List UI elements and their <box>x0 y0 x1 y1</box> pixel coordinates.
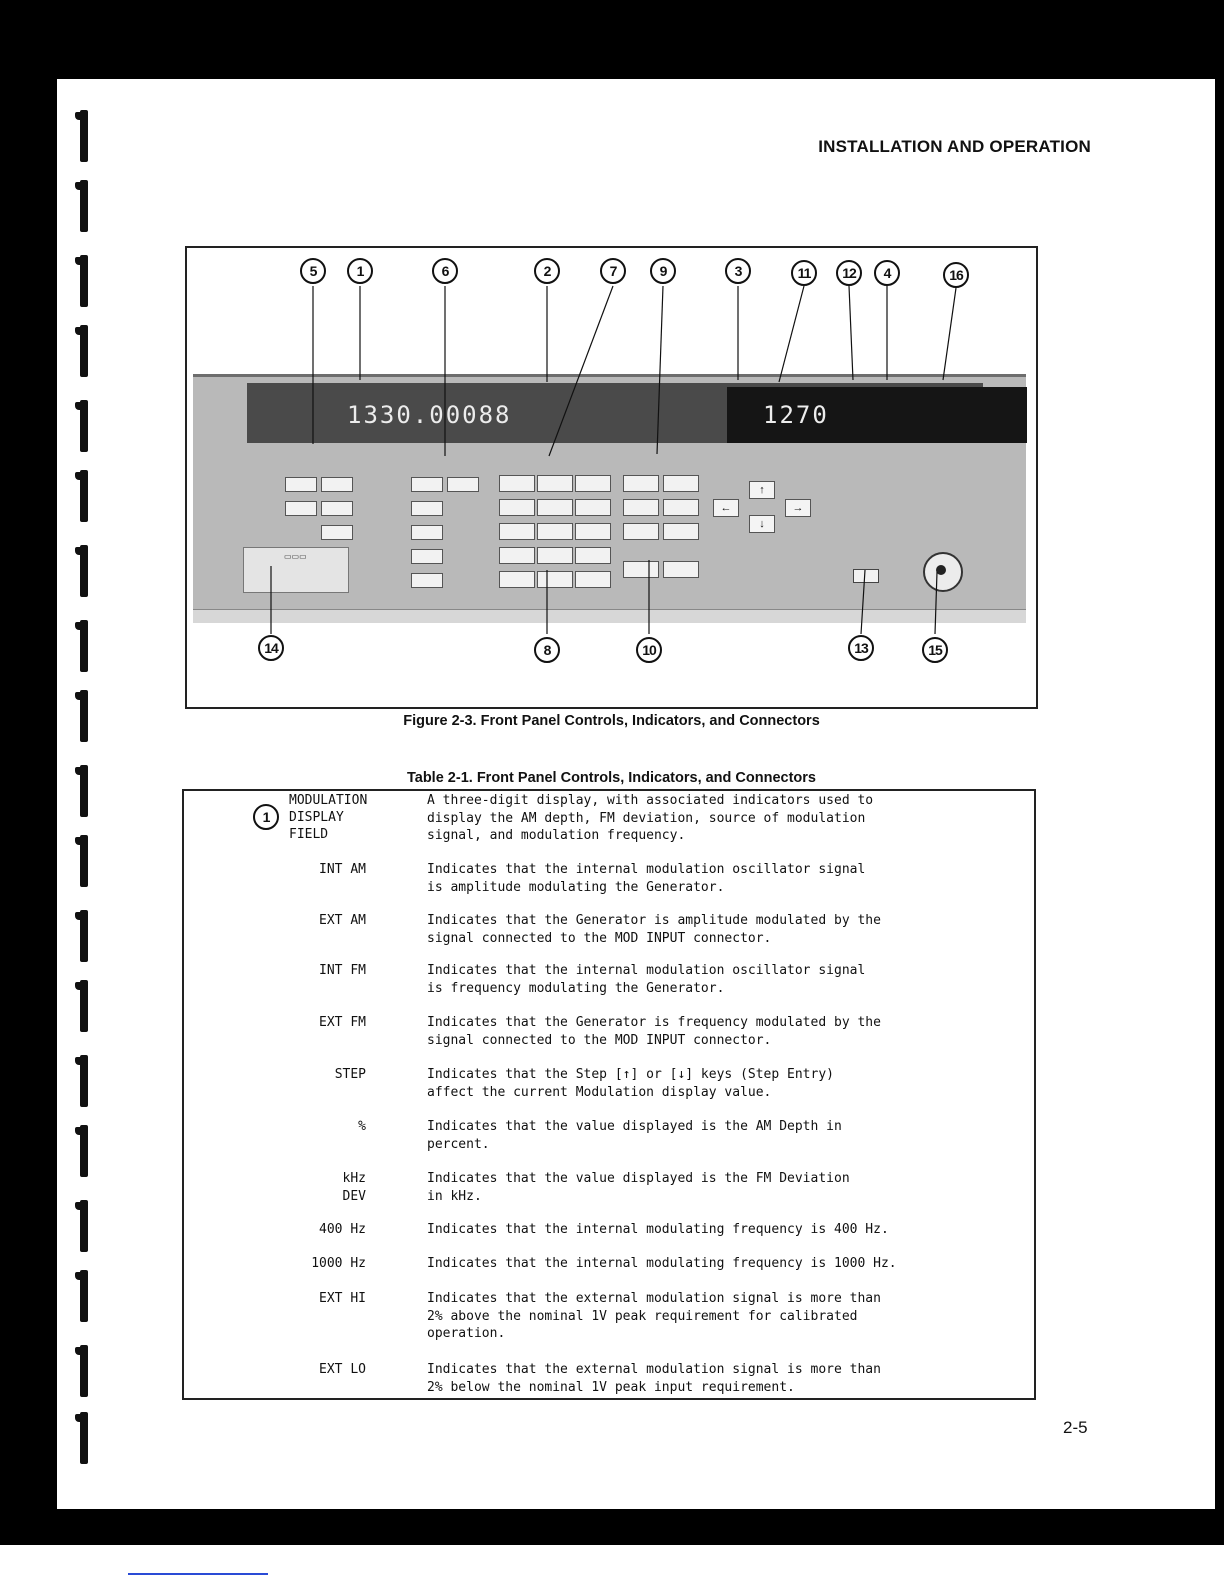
page-number: 2-5 <box>1063 1418 1088 1437</box>
scan-underline <box>128 1573 268 1575</box>
binder-hole-mark <box>80 1055 88 1107</box>
front-panel-figure <box>185 246 1038 709</box>
table-item-callout: 1 <box>253 804 279 830</box>
row-label: % <box>358 1119 366 1134</box>
amplitude-display: 1270 <box>763 401 829 429</box>
row-label: INT FM <box>319 963 366 978</box>
binder-hole-mark <box>80 325 88 377</box>
row-label: EXT LO <box>319 1362 366 1377</box>
callout-3: 3 <box>725 258 751 284</box>
scan-bottom-margin <box>0 1545 1224 1584</box>
frequency-display: 1330.00088 <box>347 401 512 429</box>
figure-caption: Figure 2-3. Front Panel Controls, Indicators, and Connectors <box>403 713 820 729</box>
row-label: EXT AM <box>319 913 366 928</box>
binder-hole-mark <box>80 980 88 1032</box>
row-label: EXT FM <box>319 1015 366 1030</box>
row-description: Indicates that the external modulation signal is more than 2% above the nominal 1V peak requirement for calibrated operation. <box>427 1291 881 1341</box>
binder-hole-mark <box>80 620 88 672</box>
item-name-line: FIELD <box>289 827 329 842</box>
binder-hole-mark <box>80 255 88 307</box>
callout-4: 4 <box>874 260 900 286</box>
binder-hole-mark <box>80 690 88 742</box>
row-description: Indicates that the Step [↑] or [↓] keys (Step Entry) affect the current Modulation display value. <box>427 1067 834 1100</box>
row-label: INT AM <box>319 862 366 877</box>
binder-hole-mark <box>80 835 88 887</box>
binder-hole-mark <box>80 545 88 597</box>
row-description: Indicates that the Generator is frequency modulated by the signal connected to the MOD INPUT connector. <box>427 1015 881 1048</box>
callout-6: 6 <box>432 258 458 284</box>
callout-5: 5 <box>300 258 326 284</box>
binder-hole-mark <box>80 1270 88 1322</box>
callout-2: 2 <box>534 258 560 284</box>
binder-hole-mark <box>80 1345 88 1397</box>
row-label: STEP <box>334 1067 366 1082</box>
row-description: Indicates that the internal modulation oscillator signal is frequency modulating the Generator. <box>427 963 866 996</box>
binder-hole-mark <box>80 1125 88 1177</box>
callout-leader-lines <box>187 248 1038 709</box>
row-description: Indicates that the Generator is amplitude modulated by the signal connected to the MOD INPUT connector. <box>427 913 881 946</box>
binder-hole-mark <box>80 470 88 522</box>
row-description: Indicates that the internal modulating frequency is 1000 Hz. <box>427 1256 897 1271</box>
row-description: Indicates that the external modulation signal is more than 2% below the nominal 1V peak input requirement. <box>427 1362 881 1395</box>
callout-7: 7 <box>600 258 626 284</box>
row-label: 1000 Hz <box>311 1256 366 1271</box>
logo-mark: ▭▭▭ <box>284 552 307 561</box>
row-description: Indicates that the internal modulating frequency is 400 Hz. <box>427 1222 889 1237</box>
row-description: Indicates that the internal modulation oscillator signal is amplitude modulating the Generator. <box>427 862 866 895</box>
binder-hole-mark <box>80 400 88 452</box>
step-down-key[interactable]: ↓ <box>749 515 775 533</box>
binder-hole-mark <box>80 180 88 232</box>
row-description: Indicates that the value displayed is the FM Deviation in kHz. <box>427 1171 850 1204</box>
callout-9: 9 <box>650 258 676 284</box>
callout-8: 8 <box>534 637 560 663</box>
binder-hole-mark <box>80 910 88 962</box>
binder-hole-mark <box>80 765 88 817</box>
callout-11: 11 <box>791 260 817 286</box>
callout-15: 15 <box>922 637 948 663</box>
binder-hole-mark <box>80 110 88 162</box>
step-up-key[interactable]: ↑ <box>749 481 775 499</box>
row-label: 400 Hz <box>319 1222 366 1237</box>
row-label: kHz DEV <box>342 1171 366 1204</box>
row-label: EXT HI <box>319 1291 366 1306</box>
section-header: INSTALLATION AND OPERATION <box>818 137 1091 156</box>
callout-10: 10 <box>636 637 662 663</box>
binder-hole-mark <box>80 1200 88 1252</box>
row-description: Indicates that the value displayed is the AM Depth in percent. <box>427 1119 842 1152</box>
callout-12: 12 <box>836 260 862 286</box>
binder-hole-mark <box>80 1412 88 1464</box>
callout-13: 13 <box>848 635 874 661</box>
callout-1: 1 <box>347 258 373 284</box>
callout-14: 14 <box>258 635 284 661</box>
callout-16: 16 <box>943 262 969 288</box>
step-left-key[interactable]: ← <box>713 499 739 517</box>
item-name-line: DISPLAY <box>289 810 344 825</box>
item-description: A three-digit display, with associated indicators used to display the AM depth, FM deviation, source of modulation signal, and modulation frequency. <box>427 793 874 843</box>
table-caption: Table 2-1. Front Panel Controls, Indicators, and Connectors <box>406 770 816 786</box>
step-right-key[interactable]: → <box>785 499 811 517</box>
item-name-line: MODULATION <box>289 793 368 808</box>
